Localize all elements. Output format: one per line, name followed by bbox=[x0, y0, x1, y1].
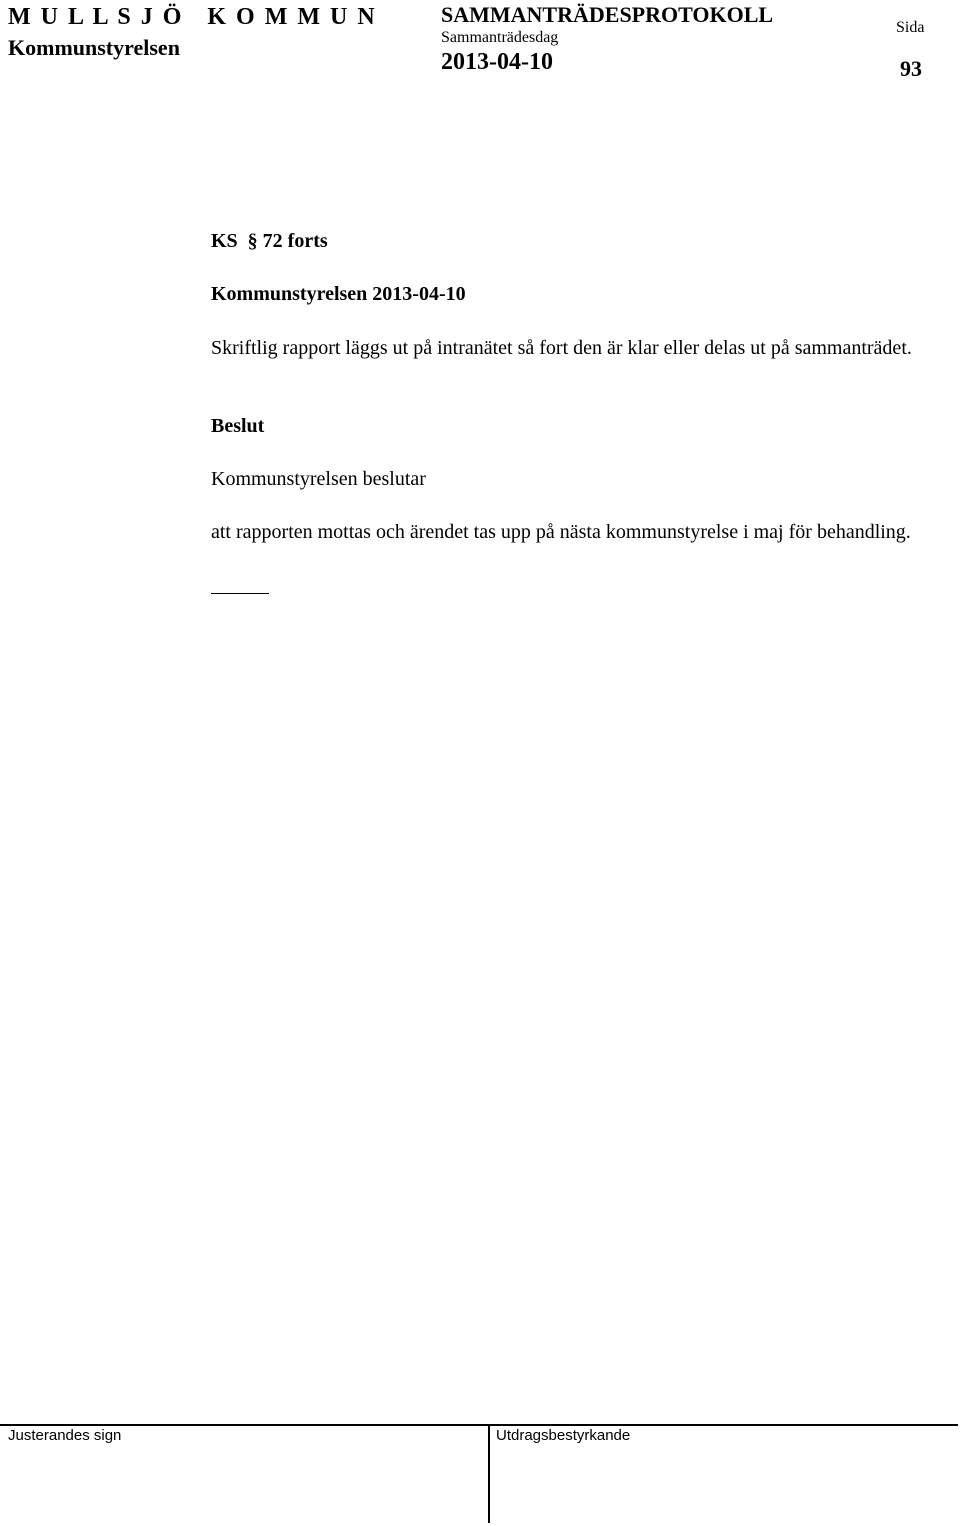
justification-signature-label: Justerandes sign bbox=[8, 1427, 122, 1444]
meeting-reference: Kommunstyrelsen 2013-04-10 bbox=[211, 283, 466, 305]
decision-heading: Beslut bbox=[211, 415, 265, 437]
board-name: Kommunstyrelsen bbox=[8, 35, 180, 60]
section-heading: KS § 72 forts bbox=[211, 230, 328, 252]
report-paragraph: Skriftlig rapport läggs ut på intranätet så fort den är klar eller delas ut på sammanträdet. bbox=[211, 337, 912, 359]
extract-certification-label: Utdragsbestyrkande bbox=[496, 1427, 631, 1444]
document-type: SAMMANTRÄDESPROTOKOLL bbox=[441, 2, 774, 27]
footer-rule bbox=[0, 1424, 958, 1426]
decision-paragraph: att rapporten mottas och ärendet tas upp på nästa kommunstyrelse i maj för behandling. bbox=[211, 521, 911, 543]
end-rule bbox=[211, 593, 269, 594]
page-number: 93 bbox=[900, 56, 922, 81]
page-label: Sida bbox=[896, 19, 925, 36]
footer-divider bbox=[488, 1425, 490, 1523]
municipality-name: M U L L S J Ö K O M M U N bbox=[8, 4, 377, 30]
decision-intro: Kommunstyrelsen beslutar bbox=[211, 468, 426, 490]
meeting-date: 2013-04-10 bbox=[441, 49, 553, 75]
meeting-date-label: Sammanträdesdag bbox=[441, 29, 559, 46]
